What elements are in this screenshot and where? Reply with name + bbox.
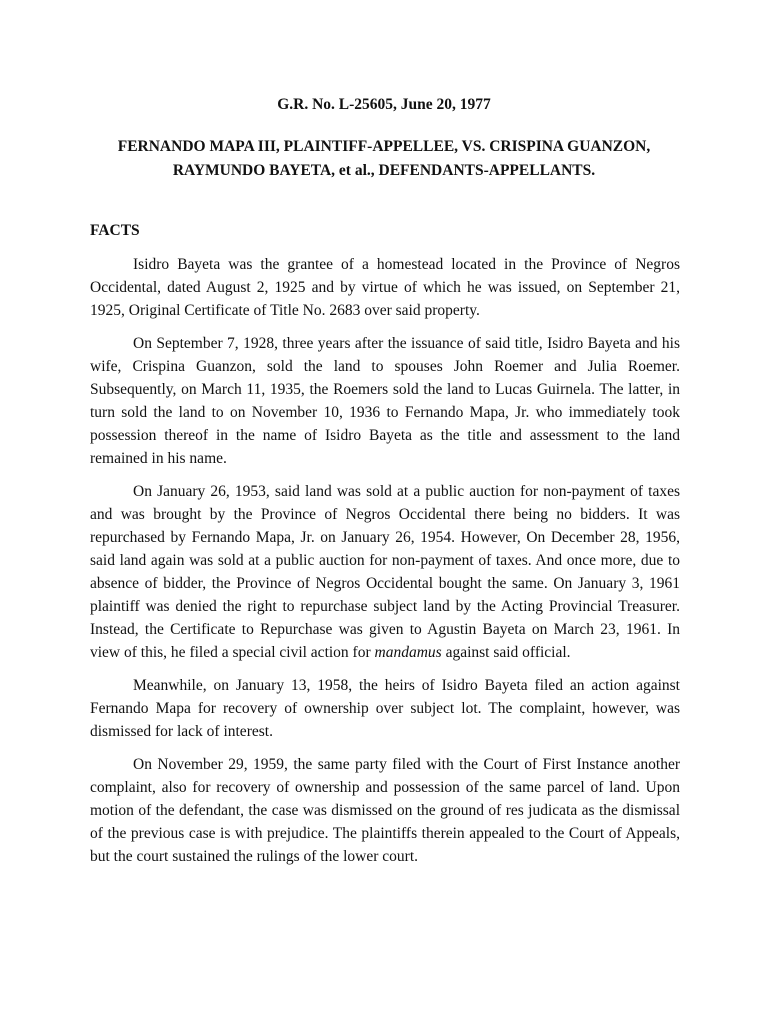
paragraph-2: On September 7, 1928, three years after the issuance of said title, Isidro Bayeta and his wife, Crispina Guanzon, sold the land to spouses John Roemer and Julia Roemer. Subsequently, on March 11, 1935, the Roemers sold the land to Lucas Guirnela. The latter, in turn sold the land to on November 10, 1936 to Fernando Mapa, Jr. who immediately took possession thereof in the name of Isidro Bayeta as the title and assessment to the land remained in his name. [90, 335, 680, 467]
paragraph-5: On November 29, 1959, the same party filed with the Court of First Instance another complaint, also for recovery of ownership and possession of the same parcel of land. Upon motion of the defendant, the case was dismissed on the ground of res judicata as the dismissal of the previous case is with prejudice. The plaintiffs therein appealed to the Court of Appeals, but the court sustained the rulings of the lower court. [90, 756, 680, 865]
section-heading-facts: FACTS [90, 222, 140, 239]
paragraph-1: Isidro Bayeta was the grantee of a homestead located in the Province of Negros Occidental, dated August 2, 1925 and by virtue of which he was issued, on September 21, 1925, Original Certificate of Title No. 2683 over said property. [90, 256, 680, 319]
paragraph-3-end: against said official. [441, 644, 571, 661]
paragraph-3-text: On January 26, 1953, said land was sold at a public auction for non-payment of taxes and was brought by the Province of Negros Occidental there being no bidders. It was repurchased by Fernando Mapa, Jr. on January 26, 1954. However, On December 28, 1956, said land again was sold at a public auction for non-payment of taxes. And once more, due to absence of bidder, the Province of Negros Occidental bought the same. On January 3, 1961 plaintiff was denied the right to repurchase subject land by the Acting Provincial Treasurer. Instead, the Certificate to Repurchase was given to Agustin Bayeta on March 23, 1961. In view of this, he filed a special civil action for [90, 483, 680, 661]
paragraph-3 [90, 480, 680, 664]
facts-body [90, 253, 680, 878]
case-title: FERNANDO MAPA III, PLAINTIFF-APPELLEE, VS. CRISPINA GUANZON, RAYMUNDO BAYETA, et al., DEFENDANTS-APPELLANTS. [117, 138, 651, 179]
case-number: G.R. No. L-25605, June 20, 1977 [277, 96, 491, 113]
mandamus-term: mandamus [374, 644, 442, 661]
paragraph-4: Meanwhile, on January 13, 1958, the heirs of Isidro Bayeta filed an action against Fernando Mapa for recovery of ownership over subject lot. The complaint, however, was dismissed for lack of interest. [90, 677, 680, 740]
